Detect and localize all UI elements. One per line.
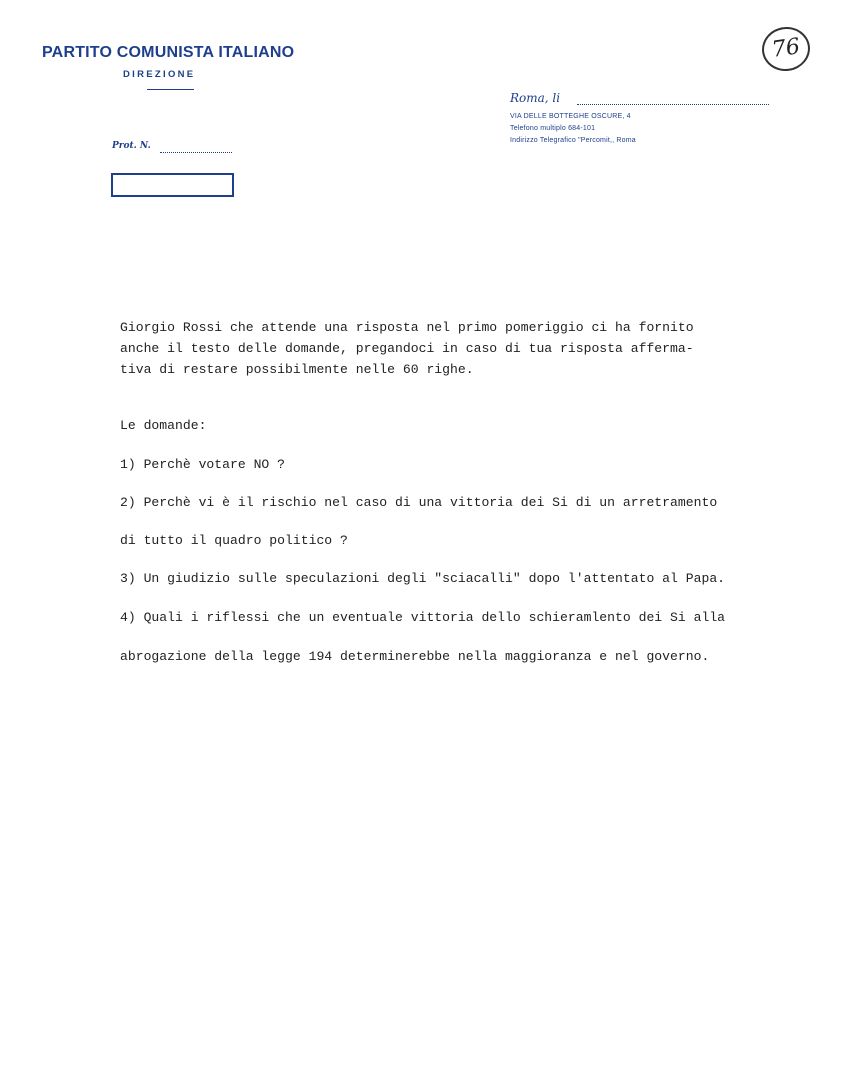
department-underline — [147, 89, 194, 90]
date-line — [577, 104, 769, 105]
intro-line: tiva di restare possibilmente nelle 60 righe. — [120, 362, 474, 377]
place-date-label: Roma, li — [510, 91, 561, 105]
telegraph-line: Indirizzo Telegrafico "Percomit,, Roma — [510, 137, 636, 144]
question-line: di tutto il quadro politico ? — [120, 533, 348, 548]
question-line: 4) Quali i riflessi che un eventuale vittoria dello schieramlento dei Si alla — [120, 610, 726, 625]
question-line: 2) Perchè vi è il rischio nel caso di una vittoria dei Si di un arretramento — [120, 495, 718, 510]
page-number: 76 — [759, 24, 813, 74]
address-line: VIA DELLE BOTTEGHE OSCURE, 4 — [510, 113, 631, 120]
question-line: abrogazione della legge 194 determinerebbe nella maggioranza e nel governo. — [120, 649, 710, 664]
intro-line: Giorgio Rossi che attende una risposta nel primo pomeriggio ci ha fornito — [120, 320, 694, 335]
questions-heading: Le domande: — [120, 418, 207, 433]
question-line: 1) Perchè votare NO ? — [120, 457, 286, 472]
department-name: DIREZIONE — [123, 69, 196, 80]
protocol-line — [160, 152, 232, 153]
party-name: PARTITO COMUNISTA ITALIANO — [42, 44, 295, 61]
protocol-box — [111, 173, 234, 197]
question-line: 3) Un giudizio sulle speculazioni degli "sciacalli" dopo l'attentato al Papa. — [120, 571, 726, 586]
protocol-label: Prot. N. — [112, 141, 151, 151]
phone-line: Telefono multiplo 684-101 — [510, 125, 596, 132]
intro-line: anche il testo delle domande, pregandoci in caso di tua risposta afferma- — [120, 341, 694, 356]
